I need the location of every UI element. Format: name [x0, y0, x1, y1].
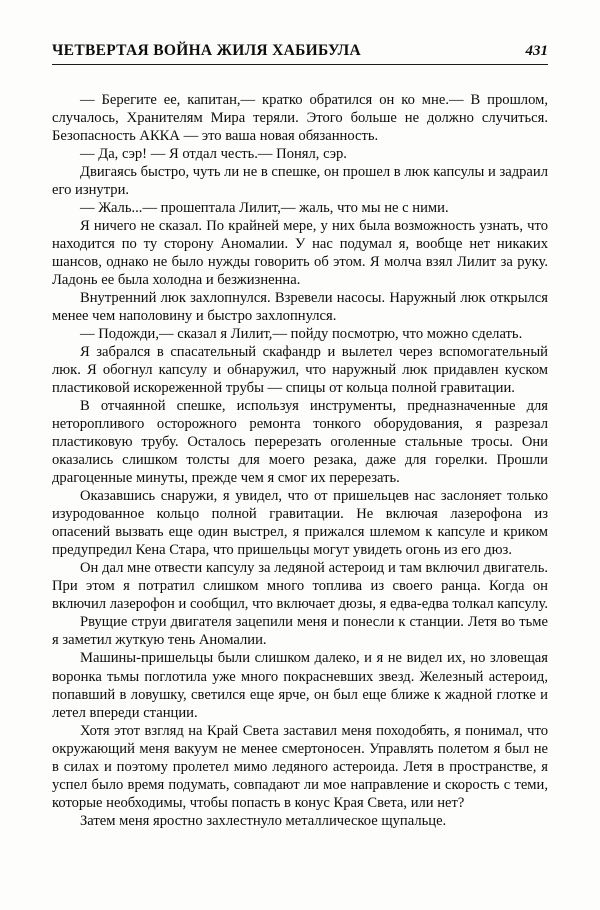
- paragraph: — Подожди,— сказал я Лилит,— пойду посмотрю, что можно сделать.: [80, 326, 523, 343]
- paragraph: Оказавшись снаружи, я увидел, что от пришельцев нас заслоняет только изуродованное кольцо полной гравитации. Не включая лазерофона из опасений вызвать еще один выстрел, я прижался шлемом к капсуле и криком предупредил Кена Стара, что пришельцы могут увидеть огонь из его дюз.: [52, 488, 548, 559]
- paragraph: В отчаянной спешке, используя инструменты, предназначенные для неторопливого осторожного ремонта тонкого оборудования, я разрезал пластиковую трубу. Осталось перерезать оголенные стальные тросы. Они оказались слишком толсты для моего резака, даже для горелки. Прошли драгоценные минуты, прежде чем я смог их перерезать.: [52, 398, 548, 487]
- paragraph: Хотя этот взгляд на Край Света заставил меня походобять, я понимал, что окружающий меня вакуум не менее смертоносен. Управлять полетом я был не в силах и поэтому пролетел мимо ледяного астероида. Летя в пространстве, я успел было время подумать, совпадают ли мое направление и скорость с теми, которые необходимы, чтобы попасть в конус Края Света, или нет?: [52, 722, 548, 811]
- paragraph: Внутренний люк захлопнулся. Взревели насосы. Наружный люк открылся менее чем наполовину и быстро захлопнулся.: [52, 290, 548, 325]
- paragraph: Он дал мне отвести капсулу за ледяной астероид и там включил двигатель. При этом я потратил слишком много топлива из своего ранца. Когда он включил лазерофон и сообщил, что включает дюзы, я едва-едва толкал капсулу.: [52, 560, 548, 613]
- paragraph: Машины-пришельцы были слишком далеко, и я не видел их, но зловещая воронка тьмы поглотила уже много покрасневших звезд. Железный астероид, попавший в ловушку, светился еще ярче, он был еще ближе к жадной глотке и летел впереди станции.: [52, 650, 548, 721]
- page-body: [52, 91, 548, 830]
- paragraph: — Жаль...— прошептала Лилит,— жаль, что мы не с ними.: [80, 200, 449, 217]
- page-number: 431: [525, 43, 548, 59]
- paragraph: Я ничего не сказал. По крайней мере, у них была возможность узнать, что находится по ту сторону Аномалии. У нас подумал я, вообще нет никаких шансов, однако не было нужды говорить об этом. Я молча взял Лилит за руку. Ладонь ее была холодна и безжизненна.: [52, 218, 548, 289]
- paragraph: Рвущие струи двигателя зацепили меня и понесли к станции. Летя во тьме я заметил жуткую тень Аномалии.: [52, 614, 548, 649]
- paragraph: — Да, сэр! — Я отдал честь.— Понял, сэр.: [80, 146, 347, 163]
- running-head-title: ЧЕТВЕРТАЯ ВОЙНА ЖИЛЯ ХАБИБУЛА: [52, 42, 361, 59]
- paragraph: Двигаясь быстро, чуть ли не в спешке, он прошел в люк капсулы и задраил его изнутри.: [52, 164, 548, 199]
- page-header: [52, 42, 548, 65]
- paragraph: — Берегите ее, капитан,— кратко обратился он ко мне.— В прошлом, случалось, Хранителям Мира теряли. Этого больше не должно случиться. Безопасность АККА — это ваша новая обязанность.: [52, 92, 548, 145]
- paragraph: Я забрался в спасательный скафандр и вылетел через вспомогательный люк. Я обогнул капсулу и обнаружил, что наружный люк придавлен куском пластиковой искореженной трубы — спицы от кольца полной гравитации.: [52, 344, 548, 397]
- paragraph: Затем меня яростно захлестнуло металлическое щупальце.: [80, 812, 447, 829]
